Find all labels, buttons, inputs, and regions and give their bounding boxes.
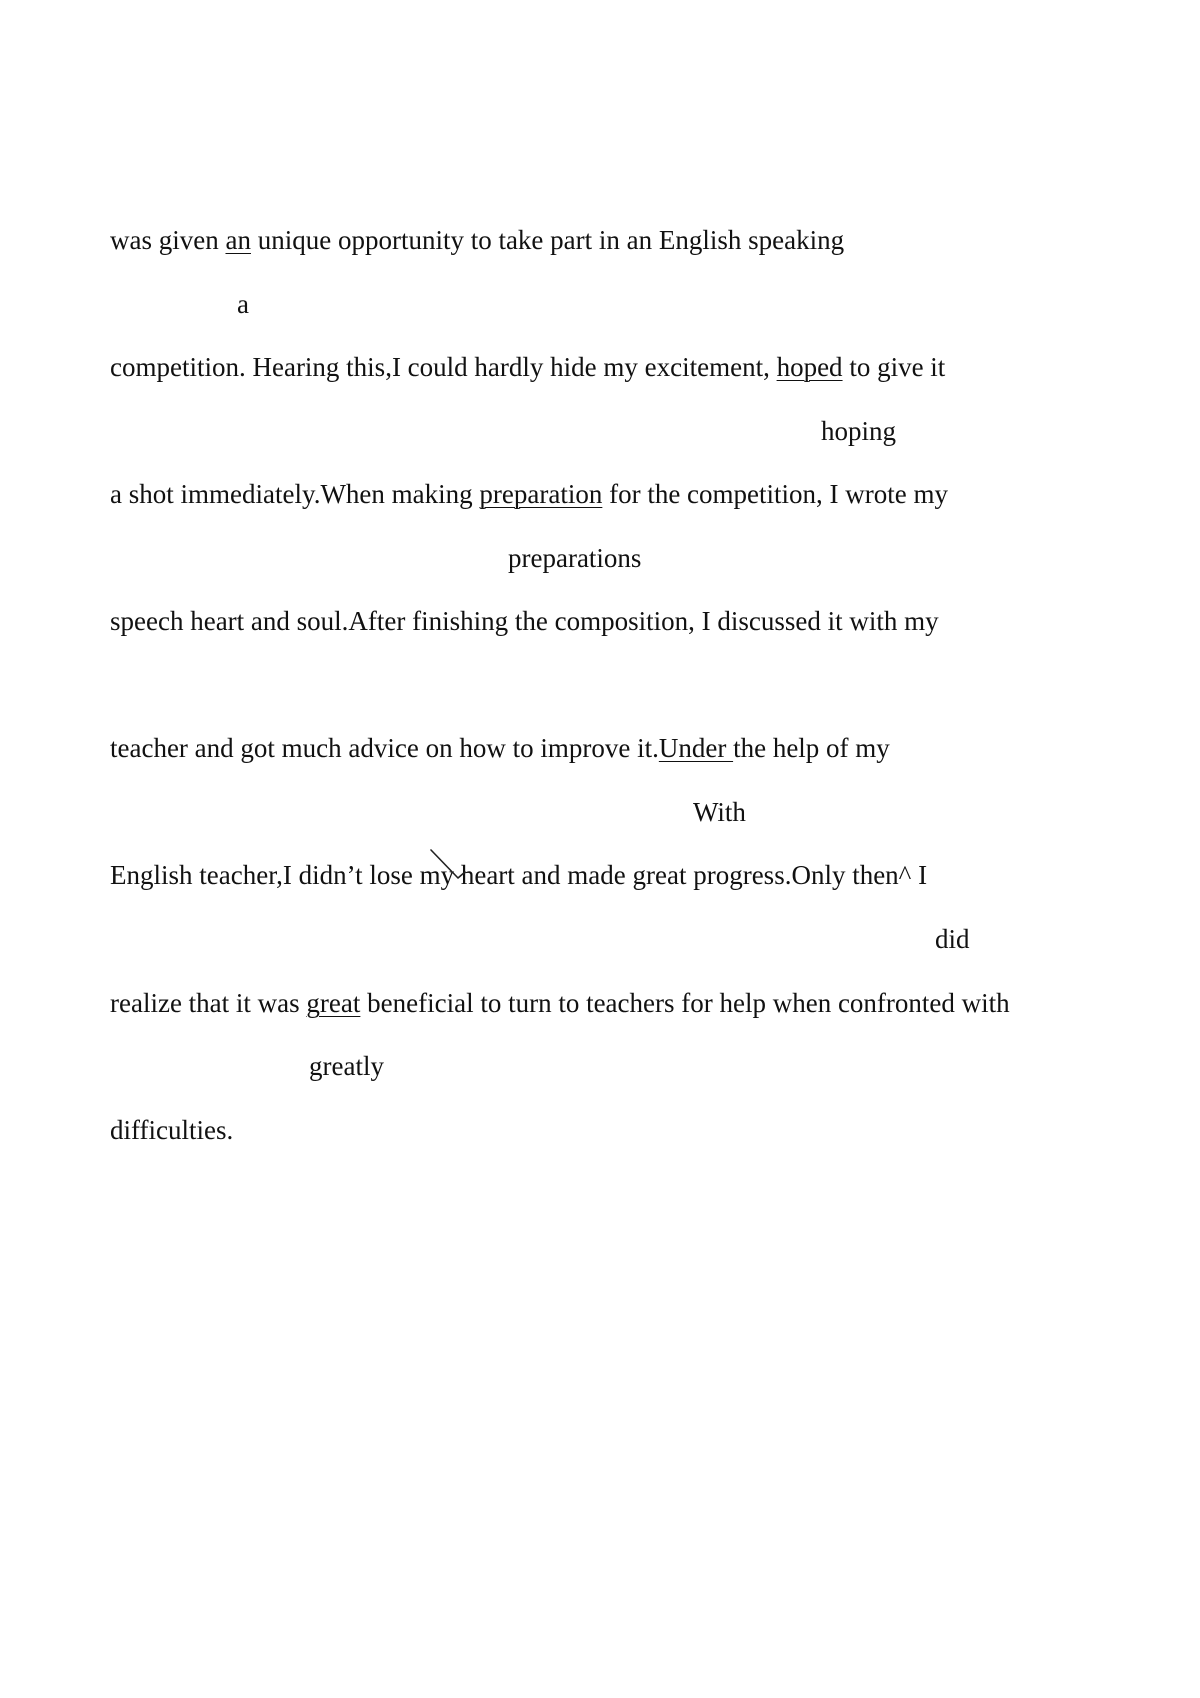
error-underlined-hoped: hoped [776,352,843,382]
text-segment: unique opportunity to take part in an English speaking [250,225,845,255]
error-underlined-great: great [306,988,361,1018]
error-underlined-preparation: preparation [479,479,603,509]
essay-line-4 [110,603,939,639]
text-segment: a shot immediately.When making [110,479,480,509]
correction-did: did [935,924,970,954]
text-segment: to give it [842,352,946,382]
correction-a: a [237,289,249,319]
text-segment: speech heart and soul.After finishing the composition, I discussed it with my [110,606,939,636]
text-segment: was given [110,225,226,255]
essay-line-1 [110,222,844,258]
text-segment: realize that it was [110,988,307,1018]
deletion-mark-icon [428,848,468,890]
essay-line-3 [110,476,948,512]
text-segment: for the competition, I wrote my [602,479,949,509]
text-segment: English teacher,I didn’t lose my heart and made great progress.Only then^ I [110,860,928,890]
essay-line-2 [110,349,945,385]
text-segment: beneficial to turn to teachers for help when confronted with [360,988,1010,1018]
essay-line-8 [110,1112,233,1148]
correction-preparations: preparations [508,543,642,573]
essay-line-6 [110,857,927,893]
correction-with: With [693,797,746,827]
essay-line-5 [110,730,890,766]
error-underlined-an: an [225,225,251,255]
text-segment: teacher and got much advice on how to improve it. [110,733,659,763]
text-segment: difficulties. [110,1115,234,1145]
text-segment: competition. Hearing this,I could hardly hide my excitement, [110,352,777,382]
correction-hoping: hoping [821,416,897,446]
correction-greatly: greatly [309,1051,384,1081]
error-underlined-under: Under [658,733,734,763]
essay-line-7 [110,985,1010,1021]
text-segment: the help of my [733,733,890,763]
